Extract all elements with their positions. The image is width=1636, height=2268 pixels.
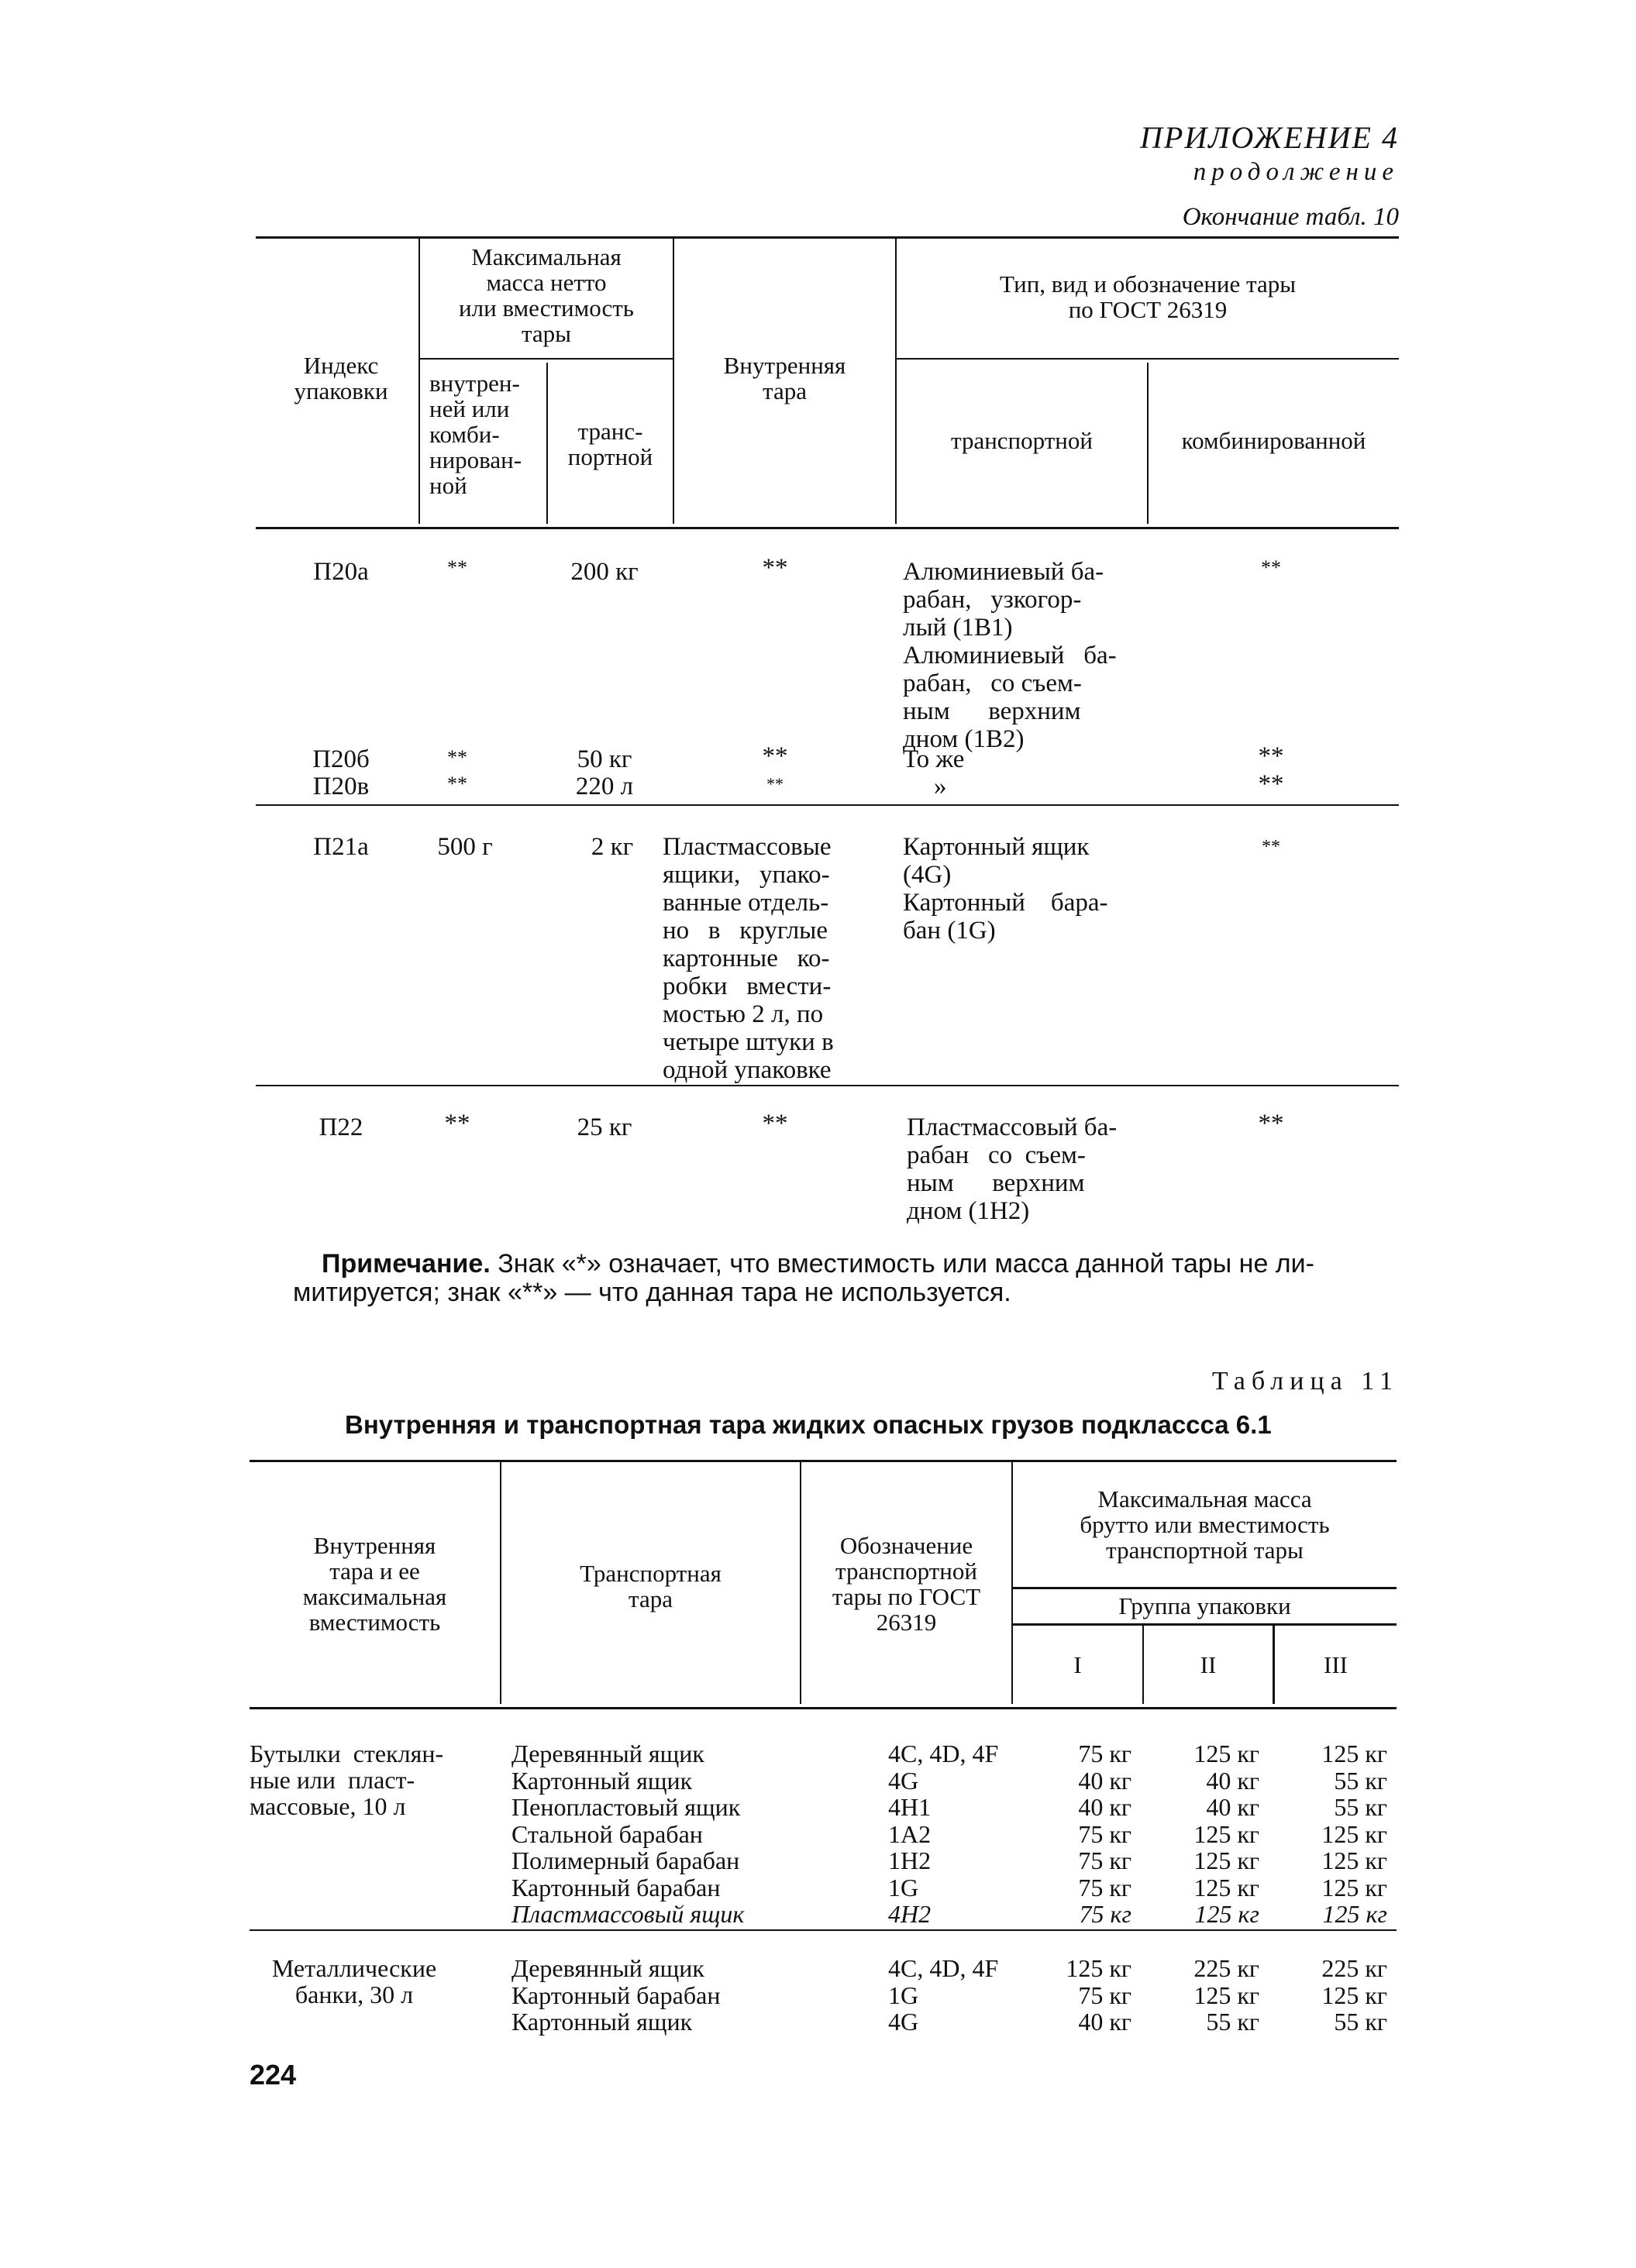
t11-group-1-value: 75 кг [1079, 1900, 1131, 1928]
t11-tare: Полимерный барабан [511, 1846, 740, 1874]
t11-tare: Картонный ящик [511, 2008, 693, 2036]
t11-header-max-mass: Максимальная масса брутто или вместимость транспортной тары [1080, 1485, 1330, 1564]
t11-group-3-value: 125 кг [1321, 1981, 1387, 2009]
t10-inner-tare: Пластмассовые ящики, упако- ванные отдель- но в круглые картонные ко- робки вмести- мостью 2 л, по четыре штуки в одной упаковке [663, 833, 834, 1084]
note-text: Знак «*» означает, что вместимость или масса данной тары не ли- [490, 1249, 1314, 1279]
t10-transport-type: » [934, 773, 947, 800]
t11-group-3-value: 55 кг [1334, 2008, 1387, 2036]
t10-combined-type: ** [1258, 770, 1284, 798]
t11-tare: Деревянный ящик [511, 1740, 704, 1767]
t11-header-group-1: I [1073, 1651, 1082, 1678]
t11-tare: Пенопластовый ящик [511, 1793, 741, 1821]
t11-group-1-value: 75 кг [1078, 1873, 1131, 1901]
appendix-title: ПРИЛОЖЕНИЕ 4 [1140, 120, 1399, 155]
t11-group-2-value: 125 кг [1193, 1846, 1259, 1874]
t11-tare: Картонный ящик [511, 1766, 693, 1795]
t11-group-3-value: 125 кг [1321, 1846, 1387, 1874]
t10-transport-type: Алюминиевый ба- рабан, узкогор- лый (1В1) Алюминиевый ба- рабан, со съем- ным верхним дном (1В2) [903, 558, 1117, 753]
t11-group-3-value: 125 кг [1321, 1740, 1387, 1767]
table-end-label: Окончание табл. 10 [1182, 203, 1399, 231]
t11-header-transport: Транспортная тара [580, 1560, 722, 1612]
note-line-2: митируется; знак «**» — что данная тара не используется. [293, 1278, 1011, 1307]
header-index: Индекс упаковки [294, 352, 388, 404]
t11-code: 4C, 4D, 4F [888, 1954, 999, 1982]
t10-index: П21а [313, 833, 369, 861]
header-inner-tare: Внутренняя тара [723, 352, 846, 404]
t10-index: П20а [313, 558, 369, 586]
table11-header-bottom-rule [250, 1707, 1397, 1709]
t10-transport-type: Пластмассовый ба- рабан со съем- ным верхним дном (1Н2) [907, 1113, 1118, 1225]
t11-code: 1A2 [888, 1819, 932, 1848]
t11-group-1-value: 40 кг [1078, 1766, 1131, 1795]
t11-group-2-value: 225 кг [1193, 1954, 1259, 1982]
header-type-combined: комбинированной [1181, 427, 1366, 454]
header-transport: транс- портной [567, 418, 653, 470]
t11-group-1-value: 125 кг [1066, 1954, 1131, 1982]
t10-transport-type: То же [903, 745, 965, 773]
t10-combined-type: ** [1258, 742, 1284, 770]
t11-group-2-value: 125 кг [1193, 1981, 1259, 2009]
t11-group-1-value: 75 кг [1078, 1819, 1131, 1848]
t10-combined-type: ** [1258, 1110, 1284, 1137]
table10-header-bottom-rule [256, 527, 1399, 529]
t11-header-group-3: III [1324, 1651, 1348, 1678]
table10-subheader-rule [418, 358, 673, 360]
t10-inner-mass: ** [444, 1110, 470, 1137]
header-inner-combined: внутрен- ней или комби- нирован- ной [429, 370, 522, 499]
t11-code: 4H2 [888, 1900, 932, 1928]
t10-inner-tare: ** [762, 742, 788, 770]
t10-inner-mass: ** [447, 773, 467, 795]
t10-combined-type: ** [1262, 837, 1280, 857]
table11-row-rule [250, 1929, 1397, 1931]
t10-inner-mass: 500 г [437, 833, 493, 861]
t11-group-2-value: 55 кг [1206, 2008, 1259, 2036]
table11-number: Таблица 11 [1211, 1367, 1399, 1396]
t11-group-1-value: 75 кг [1078, 1846, 1131, 1874]
t11-header-group-2: II [1200, 1651, 1217, 1678]
t11-header-designation: Обозначение транспортной тары по ГОСТ 26319 [832, 1532, 981, 1636]
t10-index: П20б [312, 745, 370, 773]
t11-group-1-value: 75 кг [1078, 1740, 1131, 1767]
t11-group-3-value: 125 кг [1321, 1873, 1387, 1901]
header-type-view: Тип, вид и обозначение тары по ГОСТ 26319 [999, 270, 1297, 323]
t11-group-2-value: 125 кг [1193, 1873, 1259, 1901]
t11-tare: Пластмассовый ящик [511, 1900, 745, 1928]
t11-header-inner: Внутренняя тара и ее максимальная вместимость [302, 1532, 447, 1636]
t11-group-2-value: 125 кг [1194, 1900, 1259, 1928]
t11-group-3-value: 55 кг [1334, 1793, 1387, 1821]
t10-inner-mass: ** [447, 746, 467, 769]
t10-transport-mass: 200 кг [570, 558, 639, 586]
table10-top-rule [256, 236, 1399, 239]
table11-title: Внутренняя и транспортная тара жидких опасных грузов подклассса 6.1 [345, 1410, 1272, 1439]
table10-row-rule [256, 804, 1399, 806]
table11-subheader-rule [1011, 1587, 1397, 1589]
t10-transport-mass: 220 л [575, 773, 634, 800]
t11-inner-group-1: Бутылки стеклян- ные или пласт- массовые, 10 л [250, 1740, 444, 1820]
t11-group-1-value: 40 кг [1078, 2008, 1131, 2036]
t11-tare: Картонный барабан [511, 1981, 721, 2009]
note-label: Примечание. [322, 1249, 491, 1279]
table10-subheader-rule [895, 358, 1399, 360]
t11-group-3-value: 225 кг [1321, 1954, 1387, 1982]
table10-row-rule [256, 1085, 1399, 1086]
t10-index: П22 [319, 1113, 363, 1141]
t10-inner-mass: ** [447, 556, 467, 579]
t11-code: 1G [888, 1981, 919, 2009]
t11-group-1-value: 40 кг [1078, 1793, 1131, 1821]
page-number: 224 [250, 2059, 297, 2091]
t11-group-2-value: 125 кг [1193, 1819, 1259, 1848]
t10-transport-mass: 25 кг [577, 1113, 632, 1141]
continuation-label: продолжение [1193, 158, 1399, 186]
t11-code: 4H1 [888, 1793, 932, 1821]
t10-inner-tare: ** [762, 1110, 788, 1137]
t11-code: 4C, 4D, 4F [888, 1740, 999, 1767]
t10-transport-type: Картонный ящик (4G) Картонный бара- бан (1G) [903, 833, 1108, 945]
t11-inner-group-2: Металлические банки, 30 л [271, 1954, 437, 2008]
table11-top-rule [250, 1460, 1397, 1462]
t11-group-3-value: 55 кг [1334, 1766, 1387, 1795]
header-max-mass: Максимальная масса нетто или вместимость тары [459, 243, 634, 347]
t11-code: 4G [888, 2008, 919, 2036]
t11-tare: Стальной барабан [511, 1819, 703, 1848]
t11-group-3-value: 125 кг [1322, 1900, 1387, 1928]
t11-tare: Картонный барабан [511, 1873, 721, 1901]
t11-code: 4G [888, 1766, 919, 1795]
table11-subheader-rule [1011, 1623, 1397, 1626]
t11-header-group: Группа упаковки [1118, 1592, 1291, 1619]
t11-group-1-value: 75 кг [1078, 1981, 1131, 2009]
t10-combined-type: ** [1261, 556, 1281, 579]
note-line-1 [322, 1250, 1314, 1279]
header-type-transport: транспортной [951, 427, 1093, 454]
t10-inner-tare: ** [766, 774, 784, 793]
t11-group-2-value: 40 кг [1206, 1793, 1259, 1821]
t10-index: П20в [312, 773, 370, 800]
t11-group-2-value: 125 кг [1193, 1740, 1259, 1767]
t10-transport-mass: 50 кг [577, 745, 632, 773]
t11-code: 1H2 [888, 1846, 932, 1874]
t11-tare: Деревянный ящик [511, 1954, 704, 1982]
t11-group-2-value: 40 кг [1206, 1766, 1259, 1795]
t11-code: 1G [888, 1873, 919, 1901]
t10-transport-mass: 2 кг [591, 833, 634, 861]
t10-inner-tare: ** [762, 554, 788, 582]
t11-group-3-value: 125 кг [1321, 1819, 1387, 1848]
